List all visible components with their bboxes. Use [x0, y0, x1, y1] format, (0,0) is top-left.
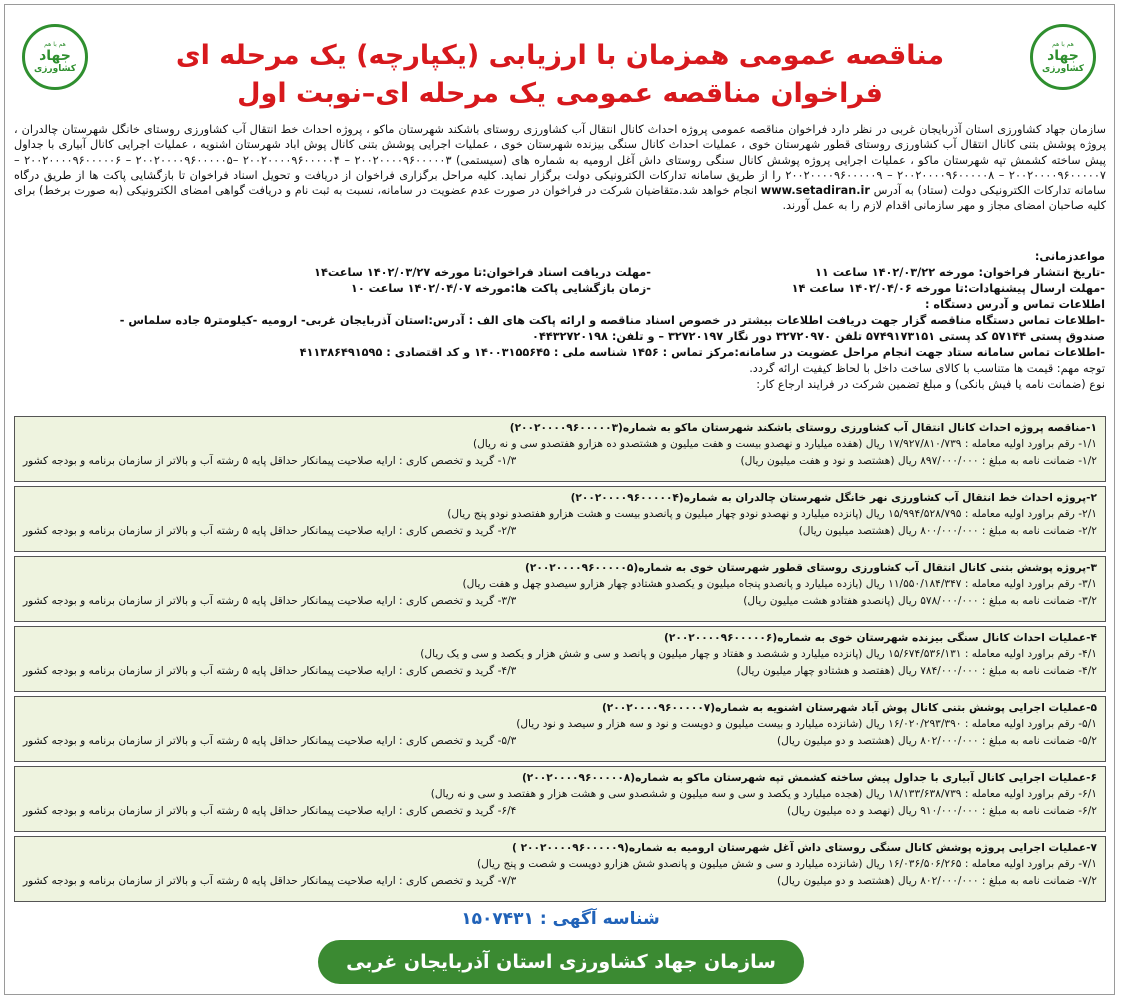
- jihad-logo-left: [22, 24, 88, 90]
- project-estimate: ۱/۱- رقم براورد اولیه معامله : ۱۷/۹۲۷/۸۱۰/۷۳۹ ریال (هفده میلیارد و نهصدو بیست و هفت میلیون و هشتصدو ده هزارو هفتصدو سی و نه ریال): [472, 438, 1097, 450]
- project-estimate: ۲/۱- رقم براورد اولیه معامله : ۱۵/۹۹۴/۵۲۸/۷۹۵ ریال (پانزده میلیارد و نهصدو نودو چهار میلیون و پانصدو بیست و هشت هزارو هفتصدو نودو پنج ریال): [447, 508, 1097, 520]
- project-grade: ۶/۴- گرید و تخصص کاری : ارایه صلاحیت پیمانکار حداقل پایه ۵ رشته آب و بالاتر از سازمان برنامه و بودجه کشور: [23, 805, 517, 817]
- project-title: ۴-عملیات احداث کانال سنگی بیزنده شهرستان خوی به شماره(۲۰۰۲۰۰۰۰۹۶۰۰۰۰۰۶): [664, 632, 1097, 644]
- setad-url-link[interactable]: www.setadiran.ir: [760, 184, 870, 198]
- project-box: [14, 766, 1106, 832]
- project-title: ۳-پروژه پوشش بتنی کانال انتقال آب کشاورزی روستای قطور شهرستان خوی به شماره(۲۰۰۲۰۰۰۰۹۶۰۰۰۰۰۵): [525, 562, 1097, 574]
- project-grade: ۵/۳- گرید و تخصص کاری : ارایه صلاحیت پیمانکار حداقل پایه ۵ رشته آب و بالاتر از سازمان برنامه و بودجه کشور: [23, 735, 517, 747]
- project-grade: ۷/۳- گرید و تخصص کاری : ارایه صلاحیت پیمانکار حداقل پایه ۵ رشته آب و بالاتر از سازمان برنامه و بودجه کشور: [23, 875, 517, 887]
- project-title: ۱-مناقصه پروژه احداث کانال انتقال آب کشاورزی روستای باشکند شهرستان ماکو به شماره(۲۰۰۲۰۰۰۰۹۶۰۰۰۰۰۳): [509, 422, 1097, 434]
- contact-line-2: صندوق پستی ۵۷۱۴۴ کد پستی ۵۷۴۹۱۷۳۱۵۱ تلفن ۳۲۷۲۰۹۷۰ دور نگار ۳۲۷۲۰۱۹۷ – و تلفن: ۰۴۴۳۲۷۲۰۱۹۸: [532, 330, 1105, 343]
- project-grade: ۱/۳- گرید و تخصص کاری : ارایه صلاحیت پیمانکار حداقل پایه ۵ رشته آب و بالاتر از سازمان برنامه و بودجه کشور: [23, 455, 517, 467]
- project-guarantee: ۷/۲- ضمانت نامه به مبلغ : ۸۰۲/۰۰۰/۰۰۰ ریال (هشتصد و دو میلیون ریال): [776, 875, 1097, 887]
- project-box: [14, 556, 1106, 622]
- intro-text-2: انجام خواهد شد.متقاضیان شرکت در فراخوان در صورت عدم عضویت در سامانه، نسبت به ثبت نام و دریافت گواهی امضای الکترونیکی (به صورت برخط) برای کلیه صاحبان امضای مجاز و مهر سازمانی اقدام لازم را به عمل آورند.: [14, 184, 1106, 213]
- project-box: [14, 626, 1106, 692]
- project-guarantee: ۲/۲- ضمانت نامه به مبلغ : ۸۰۰/۰۰۰/۰۰۰ ریال (هشتصد میلیون ریال): [798, 525, 1097, 537]
- logo-sub: کشاورزی: [1042, 63, 1084, 74]
- logo-tagline: هم با هم: [44, 40, 66, 48]
- page-title: مناقصه عمومی همزمان با ارزیابی (یکپارچه) یک مرحله ای: [175, 40, 945, 71]
- schedule-submit-deadline: -مهلت ارسال پیشنهادات:تا مورخه ۱۴۰۲/۰۴/۰۶ ساعت ۱۴: [791, 282, 1105, 295]
- project-guarantee: ۶/۲- ضمانت نامه به مبلغ : ۹۱۰/۰۰۰/۰۰۰ ریال (نهصد و ده میلیون ریال): [786, 805, 1097, 817]
- logo-word: جهاد: [39, 47, 71, 64]
- page-subtitle: فراخوان مناقصه عمومی یک مرحله ای–نوبت اول: [237, 78, 883, 109]
- project-grade: ۳/۳- گرید و تخصص کاری : ارایه صلاحیت پیمانکار حداقل پایه ۵ رشته آب و بالاتر از سازمان برنامه و بودجه کشور: [23, 595, 517, 607]
- schedule-opening: -زمان بازگشایی پاکت ها:مورخه ۱۴۰۲/۰۴/۰۷ ساعت ۱۰: [350, 282, 651, 295]
- project-title: ۷-عملیات اجرایی پروژه پوشش کانال سنگی روستای داش آغل شهرستان ارومیه به شماره(۲۰۰۲۰۰۰۰۹۶۰۰۰۰۰۹ ): [512, 842, 1097, 854]
- project-title: ۶-عملیات اجرایی کانال آبیاری با جداول پیش ساخته کشمش تپه شهرستان ماکو به شماره(۲۰۰۲۰۰۰۰۹۶۰۰۰۰۰۸): [521, 772, 1097, 784]
- project-box: [14, 486, 1106, 552]
- project-estimate: ۴/۱- رقم براورد اولیه معامله : ۱۵/۶۷۴/۵۳۶/۱۳۱ ریال (پانزده میلیارد و ششصد و هفتاد و چهار میلیون و پانصد و سی و شش هزار و یکصد و سی و یک ریال): [420, 648, 1097, 660]
- contact-line-3: -اطلاعات تماس سامانه ستاد جهت انجام مراحل عضویت در سامانه:مرکز تماس : ۱۴۵۶ شناسه ملی : ۱۴۰۰۳۱۵۵۶۴۵ و کد اقتصادی : ۴۱۱۳۸۶۴۹۱۵۹۵: [299, 346, 1105, 359]
- project-grade: ۴/۳- گرید و تخصص کاری : ارایه صلاحیت پیمانکار حداقل پایه ۵ رشته آب و بالاتر از سازمان برنامه و بودجه کشور: [23, 665, 517, 677]
- ad-identifier: شناسه آگهی : ۱۵۰۷۴۳۱: [461, 909, 660, 929]
- schedule-publish: -تاریخ انتشار فراخوان: مورخه ۱۴۰۲/۰۳/۲۲ ساعت ۱۱: [814, 266, 1105, 279]
- project-box: [14, 696, 1106, 762]
- contact-line-1: -اطلاعات تماس دستگاه مناقصه گزار جهت دریافت اطلاعات بیشتر در خصوص اسناد مناقصه و ارائه پاکت های الف : آدرس:استان آذربایجان غربی- ارومیه -کیلومتر۵ جاده سلماس -: [119, 314, 1105, 327]
- jihad-logo-right: [1030, 24, 1096, 90]
- project-estimate: ۵/۱- رقم براورد اولیه معامله : ۱۶/۰۲۰/۲۹۳/۳۹۰ ریال (شانزده میلیارد و بیست میلیون و دویست و نود و سه هزار و سیصد و نود ریال): [516, 718, 1097, 730]
- project-title: ۵-عملیات اجرایی پوشش بتنی کانال پوش آباد شهرستان اشنویه به شماره(۲۰۰۲۰۰۰۰۹۶۰۰۰۰۰۷): [601, 702, 1097, 714]
- intro-paragraph: [14, 122, 1106, 214]
- project-box: [14, 836, 1106, 902]
- schedule-heading: مواعدزمانی:: [1034, 250, 1105, 263]
- project-guarantee: ۴/۲- ضمانت نامه به مبلغ : ۷۸۴/۰۰۰/۰۰۰ ریال (هفتصد و هشتادو چهار میلیون ریال): [736, 665, 1097, 677]
- project-grade: ۲/۳- گرید و تخصص کاری : ارایه صلاحیت پیمانکار حداقل پایه ۵ رشته آب و بالاتر از سازمان برنامه و بودجه کشور: [23, 525, 517, 537]
- logo-word: جهاد: [1047, 47, 1079, 64]
- logo-tagline: هم با هم: [1052, 40, 1074, 48]
- schedule-doc-deadline: -مهلت دریافت اسناد فراخوان:تا مورخه ۱۴۰۲/۰۳/۲۷ ساعت۱۴: [314, 266, 651, 279]
- project-title: ۲-پروژه احداث خط انتقال آب کشاورزی نهر خانگل شهرستان چالدران به شماره(۲۰۰۲۰۰۰۰۹۶۰۰۰۰۰۴): [570, 492, 1097, 504]
- footer-org-name: سازمان جهاد کشاورزی استان آذربایجان غربی: [346, 951, 776, 973]
- project-estimate: ۶/۱- رقم براورد اولیه معامله : ۱۸/۱۳۳/۶۳۸/۷۳۹ ریال (هجده میلیارد و یکصد و سی و سه میلیون و ششصدو سی و هشت هزار و هفتصد و سی و نه ریال): [430, 788, 1097, 800]
- footer-banner: [318, 940, 804, 984]
- project-guarantee: ۱/۲- ضمانت نامه به مبلغ : ۸۹۷/۰۰۰/۰۰۰ ریال (هشتصد و نود و هفت میلیون ریال): [740, 455, 1097, 467]
- contact-heading: اطلاعات تماس و آدرس دستگاه :: [924, 298, 1105, 311]
- project-estimate: ۳/۱- رقم براورد اولیه معامله : ۱۱/۵۵۰/۱۸۴/۳۴۷ ریال (یازده میلیارد و پانصدو پنجاه میلیون و یکصدو هشتادو چهار هزارو سیصدو چهل و هفت ریال): [462, 578, 1097, 590]
- project-guarantee: ۵/۲- ضمانت نامه به مبلغ : ۸۰۲/۰۰۰/۰۰۰ ریال (هشتصد و دو میلیون ریال): [776, 735, 1097, 747]
- project-estimate: ۷/۱- رقم براورد اولیه معامله : ۱۶/۰۳۶/۵۰۶/۲۶۵ ریال (شانزده میلیارد و سی و شش میلیون و پانصدو شش هزارو دویست و شصت و پنج ریال): [476, 858, 1097, 870]
- logo-sub: کشاورزی: [34, 63, 76, 74]
- project-box: [14, 416, 1106, 482]
- intro-text-1: سازمان جهاد کشاورزی استان آذربایجان غربی در نظر دارد فراخوان مناقصه عمومی پروژه احداث کانال انتقال آب کشاورزی روستای باشکند شهرستان ماکو ، پروژه احداث خط انتقال آب کشاورزی روستای خانگل شهرستان چالدران ، پروژه پوشش بتنی کانال انتقال آب کشاورزی روستای قطور شهرستان خوی ، عملیات احداث کانال سنگی بیزنده شهرستان خوی ، عملیات اجرایی پوشش بتنی کانال پوش اباد شهرستان اشنویه ، عملیات اجرایی کانال آبیاری با جداول پیش ساخته کشمش تپه شهرستان ماکو ، عملیات اجرایی پروژه پوشش کانال سنگی روستای داش آغل ارومیه به شماره های (سیستمی) ۲۰۰۲۰۰۰۰۹۶۰۰۰۰۰۳ – ۲۰۰۲۰۰۰۰۹۶۰۰۰۰۰۴ –۲۰۰۲۰۰۰۰۹۶۰۰۰۰۰۵ – ۲۰۰۲۰۰۰۰۹۶۰۰۰۰۰۶ – ۲۰۰۲۰۰۰۰۹۶۰۰۰۰۰۷ – ۲۰۰۲۰۰۰۰۹۶۰۰۰۰۰۸ – ۲۰۰۲۰۰۰۰۹۶۰۰۰۰۰۹ را از طریق سامانه تدارکات الکترونیکی دولت برگزار نماید. کلیه مراحل برگزاری فراخوان از دریافت و تحویل اسناد فراخوان تا بازگشایی پاکت ها از طریق درگاه سامانه تدارکات الکترونیکی دولت (ستاد) به آدرس: [14, 123, 1106, 198]
- note-guarantee: نوع (ضمانت نامه یا فیش بانکی) و مبلغ تضمین شرکت در فرایند ارجاع کار:: [756, 378, 1105, 391]
- note-important: توجه مهم: قیمت ها متناسب با کالای ساخت داخل با لحاظ کیفیت ارائه گردد.: [749, 362, 1105, 375]
- project-guarantee: ۳/۲- ضمانت نامه به مبلغ : ۵۷۸/۰۰۰/۰۰۰ ریال (پانصدو هفتادو هشت میلیون ریال): [743, 595, 1097, 607]
